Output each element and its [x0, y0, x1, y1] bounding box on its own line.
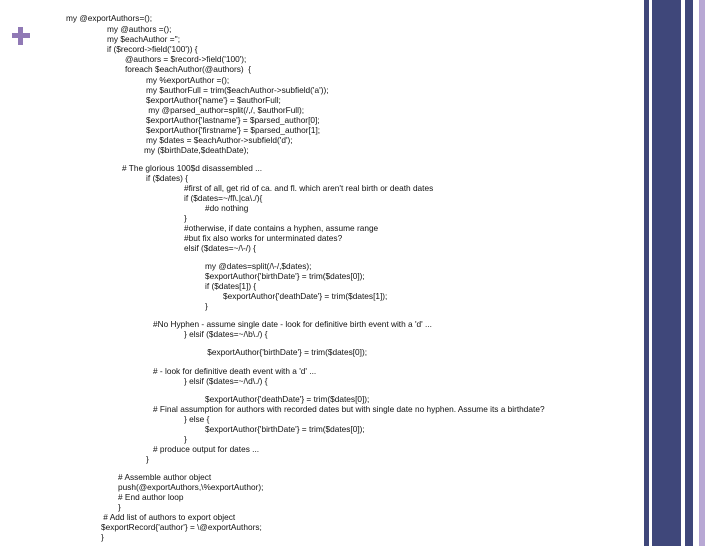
- code-line: #otherwise, if date contains a hyphen, assume range: [184, 223, 379, 233]
- decorative-bar-wide: [652, 0, 681, 546]
- code-line: }: [184, 213, 187, 223]
- code-line: my @exportAuthors=();: [66, 13, 153, 23]
- code-line: # End author loop: [118, 492, 184, 502]
- code-line: $exportAuthor{'name'} = $authorFull;: [146, 95, 281, 105]
- code-line: # The glorious 100$d disassembled ...: [122, 163, 263, 173]
- code-line: # Final assumption for authors with recorded dates but with single date no hyphen. Assume its a birthdate?: [153, 404, 545, 414]
- code-line: $exportAuthor{'deathDate'} = trim($dates[0]);: [205, 394, 370, 404]
- code-line: push(@exportAuthors,\%exportAuthor);: [118, 482, 264, 492]
- code-line: my @parsed_author=split(/,/, $authorFull);: [146, 105, 305, 115]
- code-line: if ($dates) {: [146, 173, 188, 183]
- decorative-bar-right: [699, 0, 705, 546]
- code-line: my $authorFull = trim($eachAuthor->subfield('a'));: [146, 85, 329, 95]
- code-line: elsif ($dates=~/\-/) {: [184, 243, 256, 253]
- code-line: } else {: [184, 414, 210, 424]
- code-line: # - look for definitive death event with a 'd' ...: [153, 366, 317, 376]
- code-line: }: [146, 454, 149, 464]
- code-line: $exportAuthor{'firstname'} = $parsed_author[1];: [146, 125, 321, 135]
- decorative-bar-mid: [685, 0, 693, 546]
- code-line: if ($record->field('100')) {: [107, 44, 198, 54]
- code-line: $exportRecord{'author'} = \@exportAuthors;: [101, 522, 262, 532]
- code-line: $exportAuthor{'birthDate'} = trim($dates[0]);: [205, 424, 365, 434]
- code-line: $exportAuthor{'birthDate'} = trim($dates[0]);: [205, 271, 365, 281]
- code-line: } elsif ($dates=~/\d\./) {: [184, 376, 268, 386]
- code-line: # Assemble author object: [118, 472, 212, 482]
- code-line: #No Hyphen - assume single date - look for definitive birth event with a 'd' ...: [153, 319, 432, 329]
- code-line: }: [205, 301, 208, 311]
- code-line: $exportAuthor{'deathDate'} = trim($dates[1]);: [223, 291, 388, 301]
- code-line: #but fix also works for unterminated dates?: [184, 233, 343, 243]
- code-line: if ($dates[1]) {: [205, 281, 257, 291]
- decorative-bar-thin: [644, 0, 649, 546]
- code-line: foreach $eachAuthor(@authors) {: [125, 64, 252, 74]
- code-line: # Add list of authors to export object: [101, 512, 236, 522]
- code-line: #do nothing: [205, 203, 249, 213]
- code-line: $exportAuthor{'birthDate'} = trim($dates[0]);: [205, 347, 368, 357]
- code-line: #first of all, get rid of ca. and fl. which aren't real birth or death dates: [184, 183, 434, 193]
- code-line: if ($dates=~/fl\.|ca\./){: [184, 193, 263, 203]
- code-line: # produce output for dates ...: [153, 444, 260, 454]
- code-line: my ($birthDate,$deathDate);: [144, 145, 249, 155]
- code-line: my @authors =();: [107, 24, 172, 34]
- code-line: @authors = $record->field('100');: [125, 54, 247, 64]
- code-line: } elsif ($dates=~/\b\./) {: [184, 329, 268, 339]
- code-line: my %exportAuthor =();: [146, 75, 230, 85]
- code-line: my $eachAuthor ='';: [107, 34, 181, 44]
- code-line: }: [101, 532, 104, 542]
- code-line: my $dates = $eachAuthor->subfield('d');: [146, 135, 293, 145]
- code-line: }: [118, 502, 121, 512]
- code-line: $exportAuthor{'lastname'} = $parsed_author[0];: [146, 115, 320, 125]
- code-line: }: [184, 434, 187, 444]
- code-line: my @dates=split(/\-/,$dates);: [205, 261, 312, 271]
